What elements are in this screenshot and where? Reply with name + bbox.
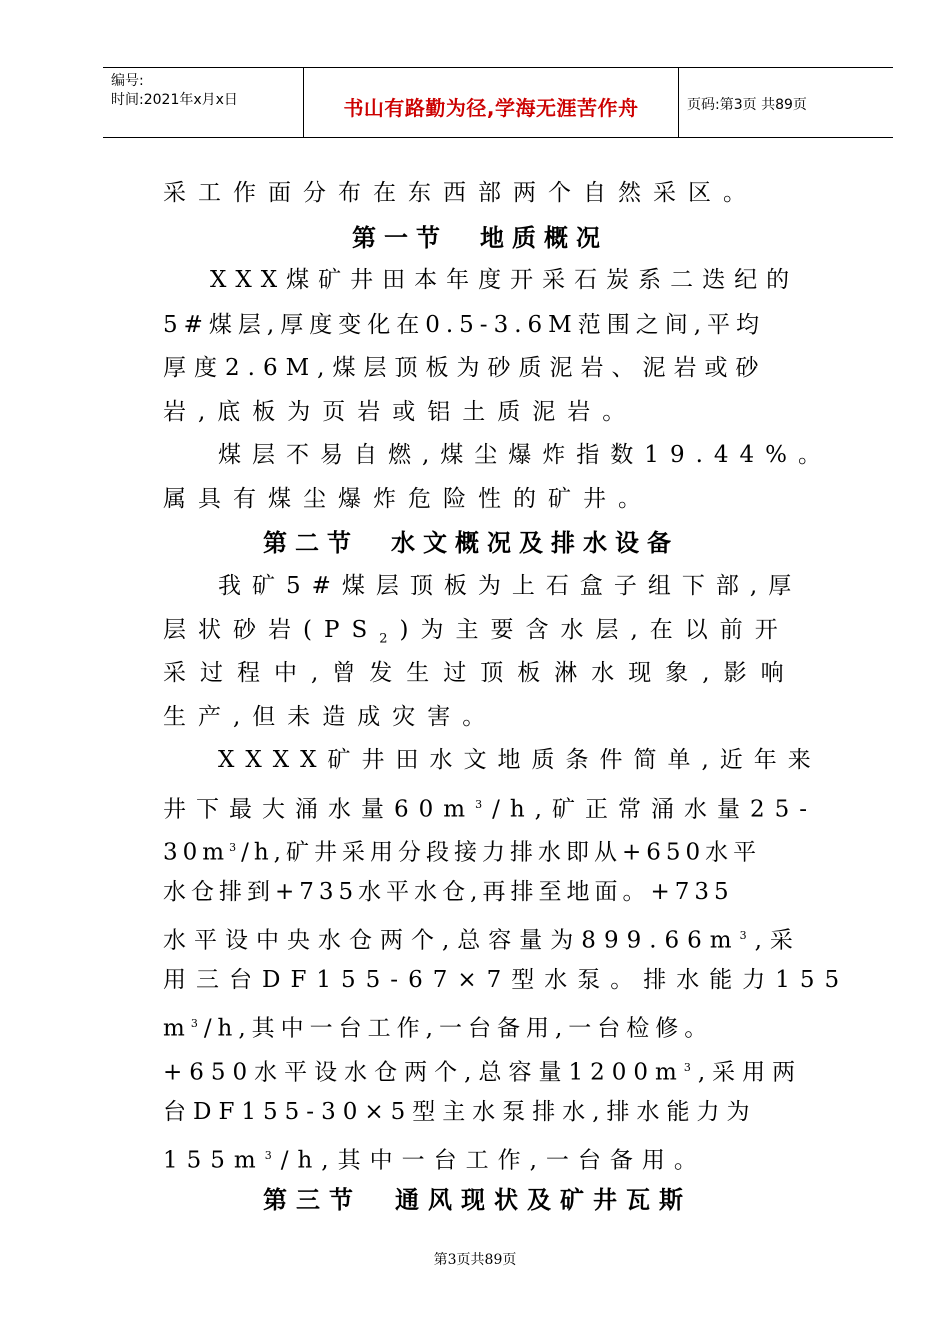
text-line (163, 1141, 706, 1176)
page-footer: 第3页共89页 (433, 1252, 517, 1268)
text-line (163, 615, 790, 655)
text-line: 台DF155-30×5型主水泵排水,排水能力为 (163, 1099, 757, 1125)
text-line: 厚度2.6M,煤层顶板为砂质泥岩、泥岩或砂 (163, 355, 767, 381)
text-segment: ,采用两 (697, 1059, 803, 1086)
text-line: XXX煤矿井田本年度开采石炭系二迭纪的 (210, 267, 799, 293)
text-line: 煤层不易自燃,煤尘爆炸指数19.44%。 (218, 442, 833, 468)
text-line: XXXX矿井田水文地质条件简单,近年来 (218, 747, 822, 773)
superscript: 3 (190, 1017, 204, 1030)
superscript: 3 (683, 1061, 698, 1074)
text-line: 用三台DF155-67×7型水泵。排水能力155 (163, 967, 850, 993)
superscript: 3 (475, 798, 493, 811)
section-heading-3: 第三节 通风现状及矿井瓦斯 (263, 1186, 692, 1214)
text-line: 属具有煤尘爆炸危险性的矿井。 (163, 486, 653, 512)
header-motto-cell (303, 68, 679, 137)
text-segment: +650水平设水仓两个,总容量1200m (163, 1059, 684, 1086)
number-label: 编号: (111, 73, 144, 89)
text-segment: /h,其中一台工作,一台备用。 (280, 1147, 706, 1174)
text-segment: /h,矿正常涌水量25- (492, 796, 817, 823)
time-label: 时间:2021年x月x日 (111, 92, 238, 108)
header-meta-cell (103, 68, 302, 137)
header-page-cell (679, 68, 893, 137)
text-segment: 层状砂岩(PS (163, 617, 380, 643)
page-label: 页码:第3页 共89页 (687, 97, 807, 113)
text-line: 采过程中,曾发生过顶板淋水现象,影响 (163, 660, 798, 686)
text-line (163, 921, 801, 956)
text-segment: 水平设中央水仓两个,总容量为899.66m (163, 927, 740, 954)
text-segment: /h,矿井采用分段接力排水即从+650水平 (241, 839, 762, 866)
superscript: 3 (229, 841, 242, 854)
text-line: 5#煤层,厚度变化在0.5-3.6M范围之间,平均 (163, 312, 766, 338)
text-line (163, 1053, 802, 1088)
page-header (103, 67, 893, 138)
text-segment: 井下最大涌水量60m (163, 796, 476, 823)
text-line: 我矿5#煤层顶板为上石盒子组下部,厚 (218, 573, 803, 599)
text-segment: m (163, 1015, 191, 1042)
section-heading-2: 第二节 水文概况及排水设备 (263, 529, 679, 557)
text-line: 生产,但未造成灾害。 (163, 704, 498, 730)
subscript: 2 (379, 631, 400, 647)
text-line: 岩,底板为页岩或铝土质泥岩。 (163, 399, 638, 425)
text-segment: ,采 (754, 927, 801, 954)
text-segment: )为主要含水层,在以前开 (399, 617, 790, 643)
superscript: 3 (264, 1149, 281, 1162)
text-segment: 30m (163, 839, 230, 866)
section-heading-1: 第一节 地质概况 (352, 224, 608, 252)
text-segment: /h,其中一台工作,一台备用,一台检修。 (203, 1015, 714, 1042)
text-line (163, 790, 817, 825)
text-segment: 155m (163, 1147, 265, 1174)
text-line (163, 833, 761, 868)
text-line (163, 1009, 713, 1044)
text-line: 采工作面分布在东西部两个自然采区。 (163, 180, 758, 206)
text-line: 水仓排到+735水平水仓,再排至地面。+735 (163, 879, 734, 905)
superscript: 3 (739, 929, 755, 942)
motto: 书山有路勤为径,学海无涯苦作舟 (343, 96, 639, 120)
